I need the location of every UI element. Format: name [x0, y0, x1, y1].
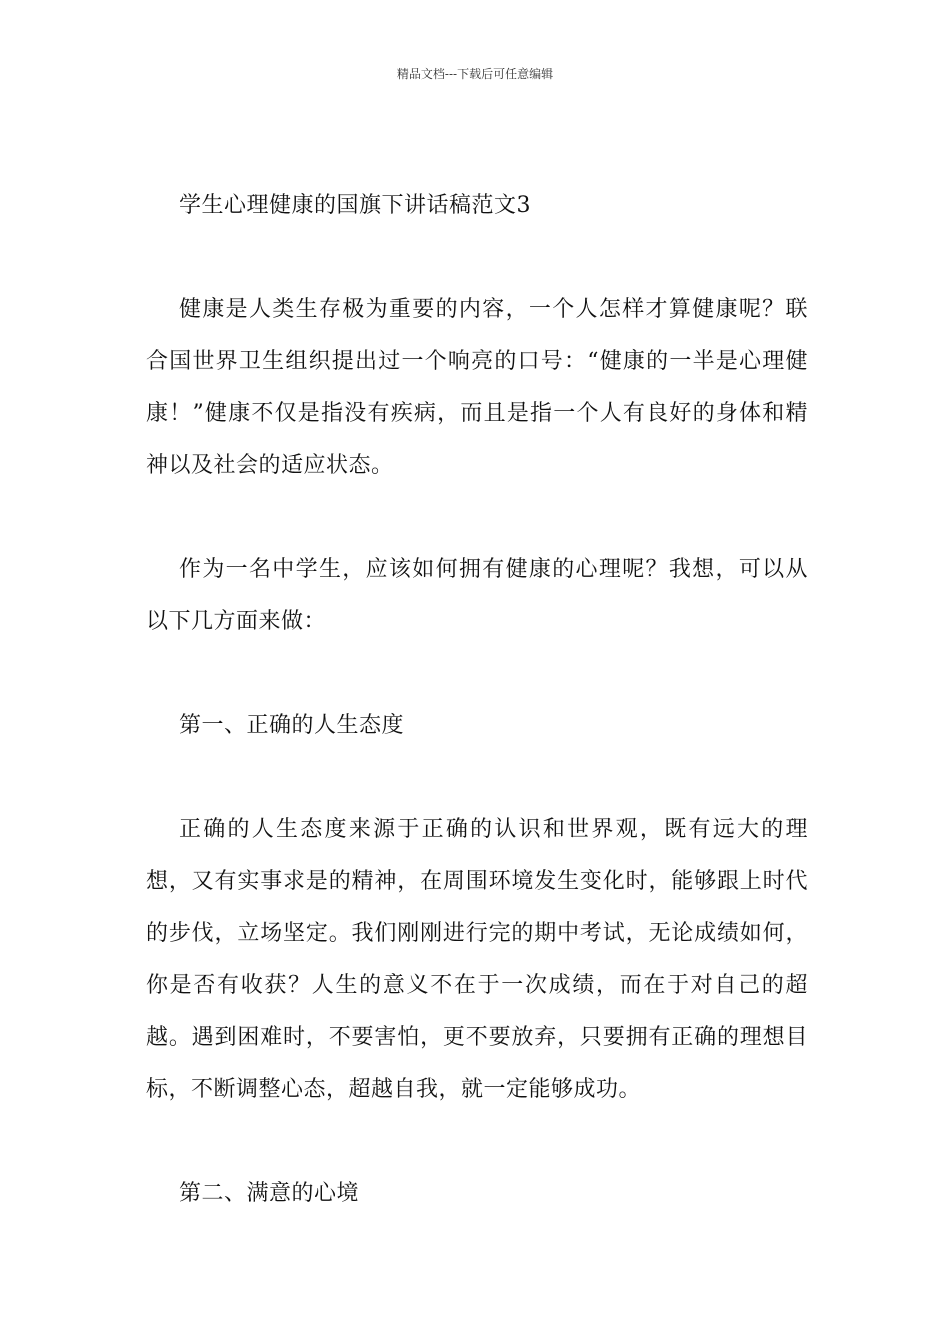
paragraph-attitude: 正确的人生态度来源于正确的认识和世界观，既有远大的理想，又有实事求是的精神，在周围环境发生变化时，能够跟上时代的步伐，立场坚定。我们刚刚进行完的期中考试，无论成绩如何，你是否有收获？人生的意义不在于一次成绩，而在于对自己的超越。遇到困难时，不要害怕，更不要放弃，只要拥有正确的理想目标，不断调整心态，超越自我，就一定能够成功。 [146, 817, 808, 1102]
paragraph-how-to: 作为一名中学生，应该如何拥有健康的心理呢？我想，可以从以下几方面来做： [146, 557, 808, 634]
paragraph-spacer [146, 232, 808, 284]
paragraph-health-intro: 健康是人类生存极为重要的内容，一个人怎样才算健康呢？联合国世界卫生组织提出过一个响亮的口号：“健康的一半是心理健康！”健康不仅是指没有疾病，而且是指一个人有良好的身体和精神以及社会的适应状态。 [146, 297, 808, 478]
paragraph-spacer [146, 648, 808, 700]
section-heading-second: 第二、满意的心境 [179, 1181, 360, 1206]
page-header: 精品文档---下载后可任意编辑 [396, 67, 554, 81]
paragraph-spacer [146, 492, 808, 544]
paragraph-spacer [146, 752, 808, 804]
document-body [146, 180, 808, 1220]
paragraph-spacer [146, 1116, 808, 1168]
section-heading-first: 第一、正确的人生态度 [179, 713, 405, 738]
document-title: 学生心理健康的国旗下讲话稿范文3 [179, 193, 531, 218]
